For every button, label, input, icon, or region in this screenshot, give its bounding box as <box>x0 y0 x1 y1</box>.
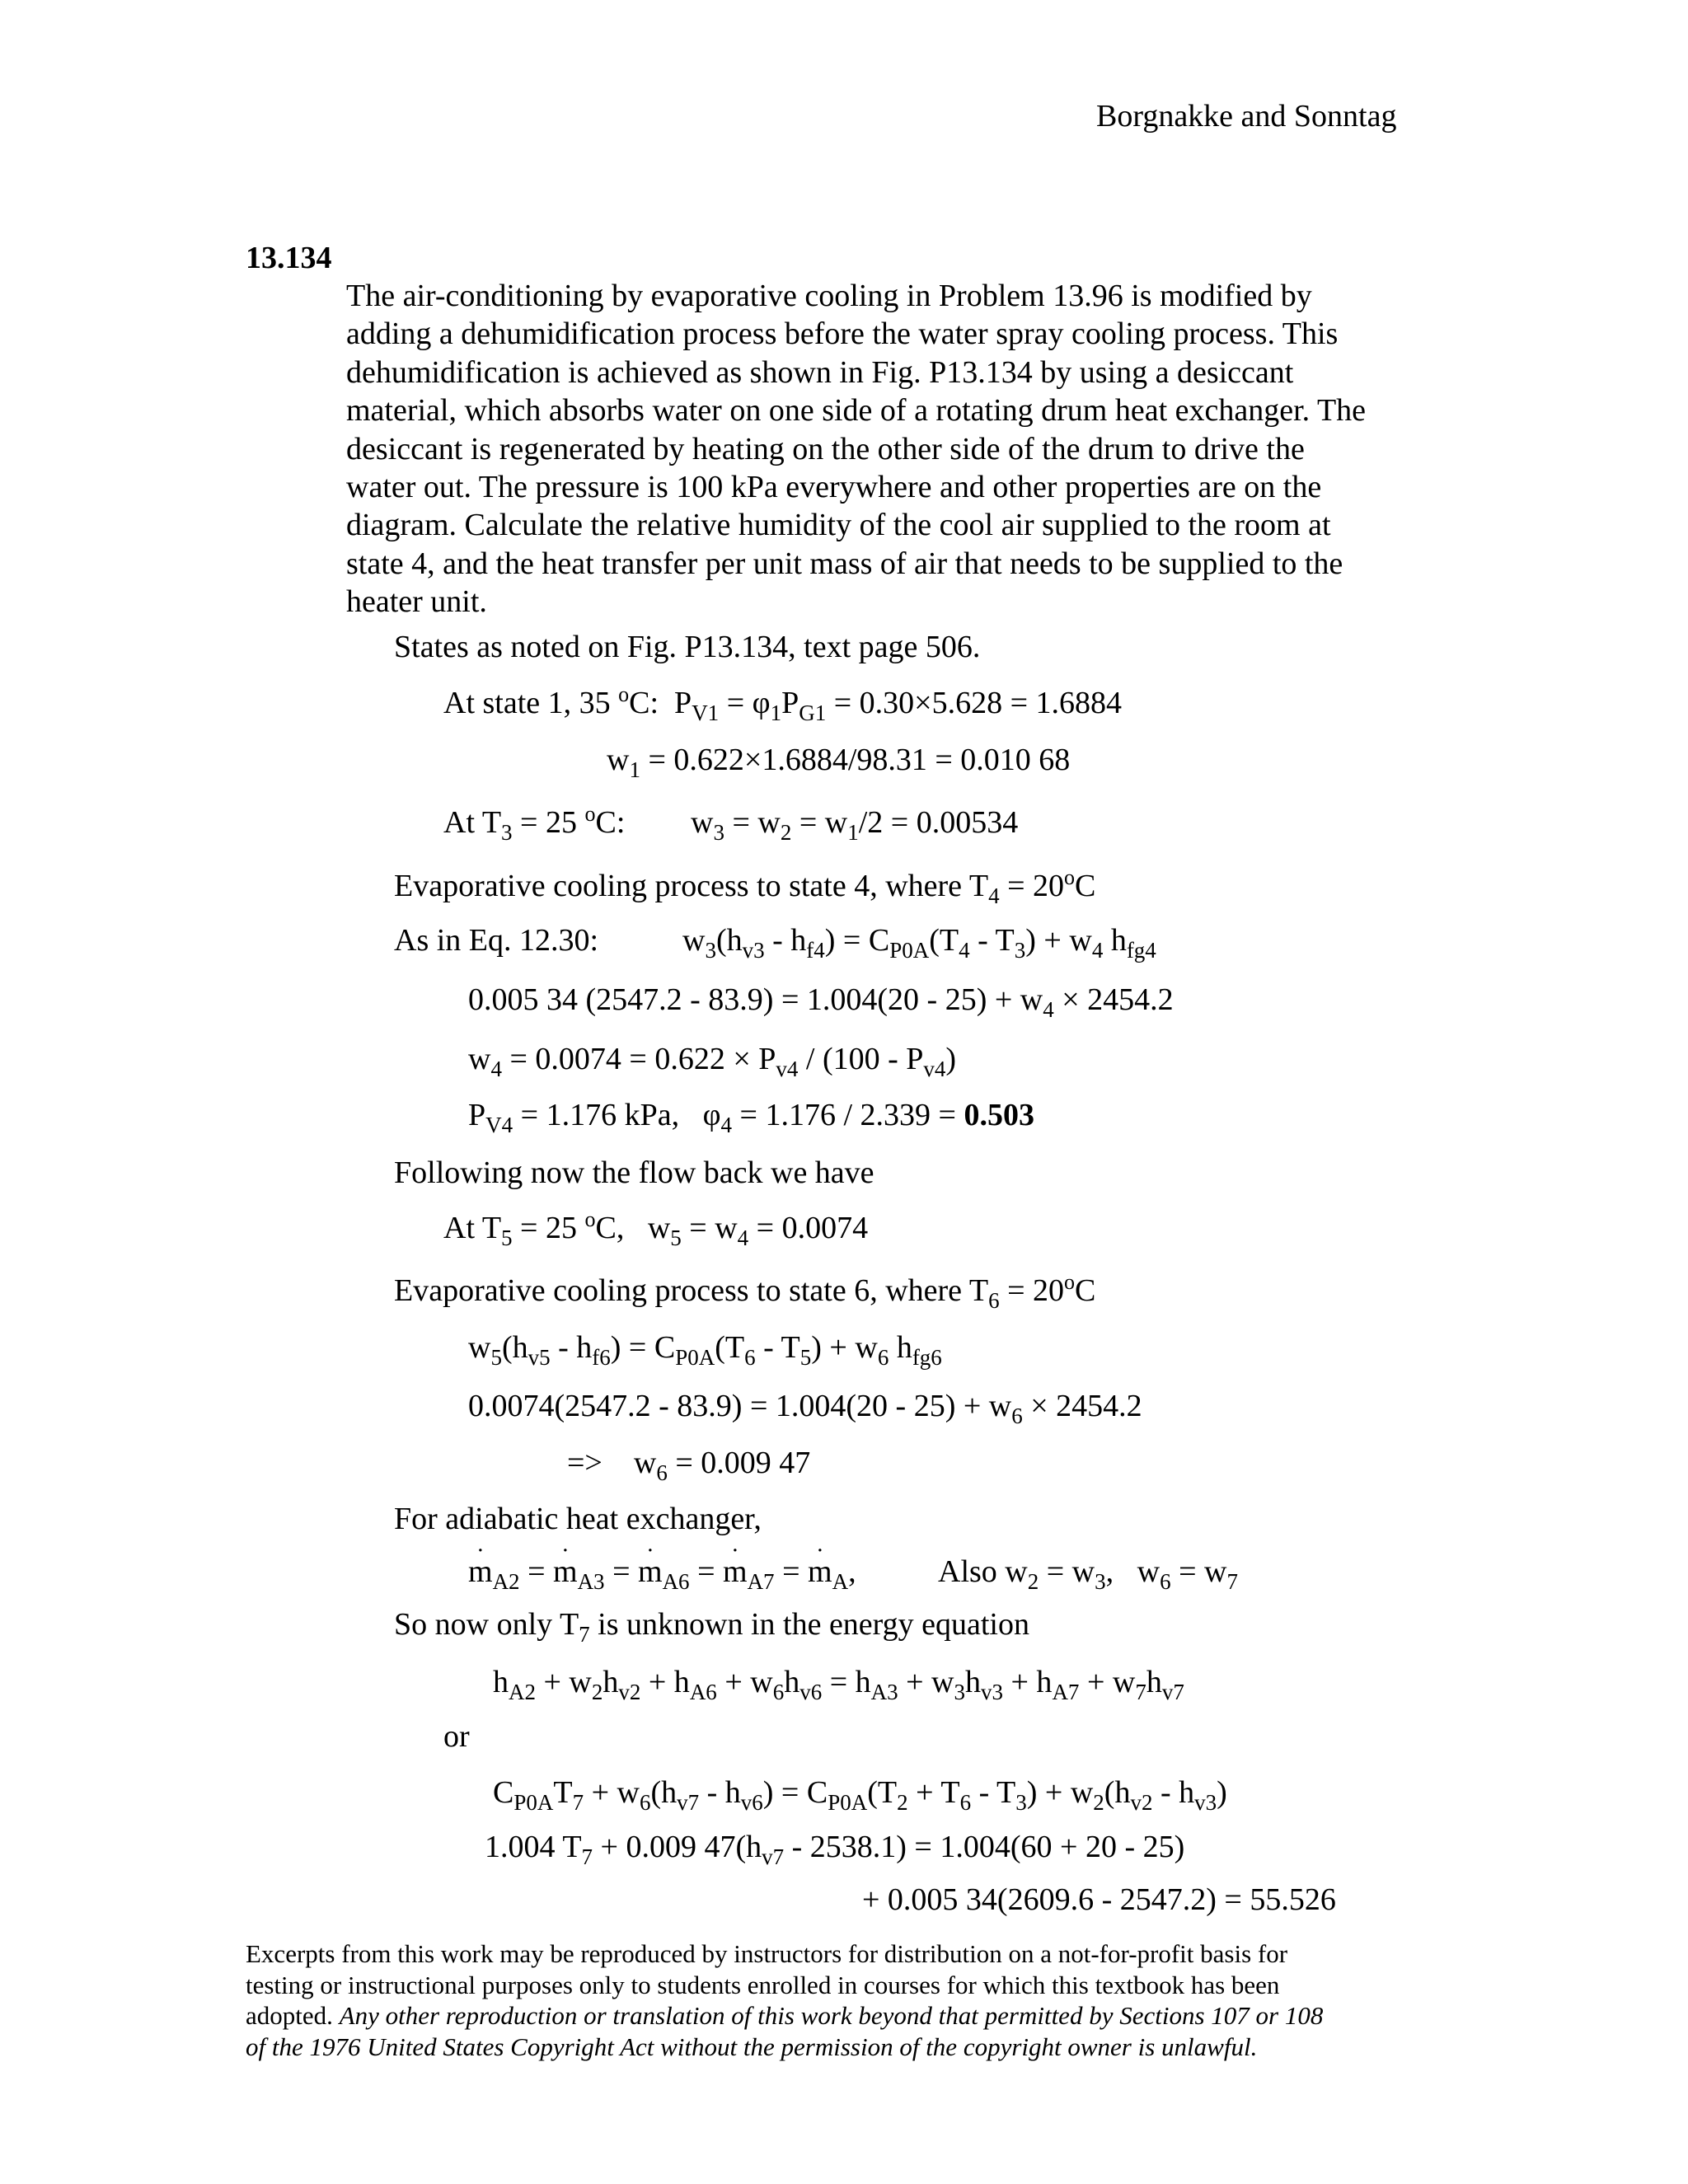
statement-line: state 4, and the heat transfer per unit mass of air that needs to be supplied to the <box>346 546 1343 581</box>
statement-line: material, which absorbs water on one side of a rotating drum heat exchanger. The <box>346 393 1367 429</box>
pv4-equation: $P_{V4} = 1.176$ kPa, $\varphi_4 = 1.176 / 2.339 = 0.503$ <box>468 1098 1034 1137</box>
energy-equation: $h_{A2} + w_2h_{v2} + h_{A6} + w_6h_{v6} = h_{A3} + w_3h_{v3} + h_{A7} + w_7h_{v7}$ <box>493 1665 1184 1704</box>
states-note: States as noted on Fig. P13.134, text page 506. <box>394 630 981 664</box>
copyright-footer <box>246 1938 1449 2062</box>
energy-equation-rearranged: $C_{P0A}T_7 + w_6(h_{v7} - h_{v6}) = C_{P0A}(T_2 + T_6 - T_3) + w_2(h_{v2} - h_{v3})$ <box>493 1775 1227 1815</box>
t5-equation: At $T_5 = 25$ $^o$C, $w_5 = w_4 = 0.0074$ <box>443 1207 869 1250</box>
footer-line: of the 1976 United States Copyright Act without the permission of the copyright owner is unlawful. <box>246 2032 1258 2061</box>
statement-line: heater unit. <box>346 584 487 620</box>
phi4-result: 0.503 <box>964 1098 1034 1132</box>
w3-equation: $w_3 = w_2 = w_1/2 = 0.00534$ <box>691 805 1019 845</box>
statement-line: diagram. Calculate the relative humidity of the cool air supplied to the room at <box>346 508 1331 543</box>
energy-balance-6-numeric: $0.0074(2547.2 - 83.9) = 1.004(20 - 25) + w_6 \times 2454.2$ <box>468 1389 1142 1428</box>
footer-line: Excerpts from this work may be reproduced by instructors for distribution on a not-for-profit basis for <box>246 1939 1288 1968</box>
problem-statement <box>346 277 1451 621</box>
statement-line: water out. The pressure is 100 kPa everywhere and other properties are on the <box>346 470 1322 505</box>
w1-equation: $w_1 = 0.622\times 1.6884/98.31 = 0.010$ 68 <box>607 743 1071 782</box>
energy-balance-4: $w_3(h_{v3} - h_{f4}) = C_{P0A}(T_4 - T_3) + w_4$ $h_{fg4}$ <box>682 923 1156 963</box>
evap4-heading: Evaporative cooling process to state 4, where $T_4 = 20^oC$ <box>394 865 1096 908</box>
t3-equation: At $T_3 = 25$ $^o$C: <box>443 802 626 845</box>
running-header: Borgnakke and Sonntag <box>1096 99 1397 134</box>
unknown-statement: So now only $T_7$ is unknown in the energy equation <box>394 1607 1029 1647</box>
evap6-heading: Evaporative cooling process to state 6, where $T_6 = 20^oC$ <box>394 1270 1096 1313</box>
hx-heading: For adiabatic heat exchanger, <box>394 1502 762 1536</box>
problem-number: 13.134 <box>246 241 332 275</box>
flow-back-text: Following now the flow back we have <box>394 1155 874 1190</box>
energy-equation-numeric: 1.004 $T_7 + 0.009$ $47(h_{v7} - 2538.1) = 1.004(60 + 20 - 25)$ <box>485 1830 1185 1869</box>
energy-equation-numeric-cont: + 0.005 34(2609.6 - 2547.2) = 55.526 <box>862 1882 1336 1917</box>
footer-line: adopted. Any other reproduction or translation of this work beyond that permitted by Sections 107 or 108 <box>246 2001 1324 2030</box>
humidity-equalities: Also $w_2 = w_3$, $w_6 = w_7$ <box>938 1554 1238 1594</box>
mass-flow-equation: ˙ $m_{A2}$ = ˙ $m_{A3}$ = ˙ $m_{A6}$ = ˙ $m_{A7}$ = ˙ $m_A$, <box>468 1553 856 1591</box>
w6-result: => $w_6 = 0.009$ 47 <box>567 1446 811 1485</box>
or-text: or <box>443 1719 470 1754</box>
energy-balance-6: $w_5(h_{v5} - h_{f6}) = C_{P0A}(T_6 - T_5) + w_6$ $h_{fg6}$ <box>468 1330 942 1370</box>
energy-balance-4-numeric: 0.005 34 $(2547.2 - 83.9) = 1.004(20 - 25) + w_4 \times 2454.2$ <box>468 982 1174 1022</box>
statement-line: dehumidification is achieved as shown in Fig. P13.134 by using a desiccant <box>346 354 1294 390</box>
statement-line: adding a dehumidification process before the water spray cooling process. This <box>346 316 1339 352</box>
state1-equation: At state 1, 35 $^o$C: $P_{V1} = \varphi_1P_{G1} = 0.30\times 5.628 = 1.6884$ <box>443 682 1122 725</box>
eq-reference: As in Eq. 12.30: <box>394 923 599 958</box>
statement-line: desiccant is regenerated by heating on the other side of the drum to drive the <box>346 431 1305 466</box>
w4-equation: $w_4 = 0.0074 = 0.622 \times P_{v4} / (100 - P_{v4})$ <box>468 1042 957 1081</box>
statement-line: The air-conditioning by evaporative cooling in Problem 13.96 is modified by <box>346 279 1312 313</box>
footer-line: testing or instructional purposes only to students enrolled in courses for which this textbook has been <box>246 1970 1280 1999</box>
